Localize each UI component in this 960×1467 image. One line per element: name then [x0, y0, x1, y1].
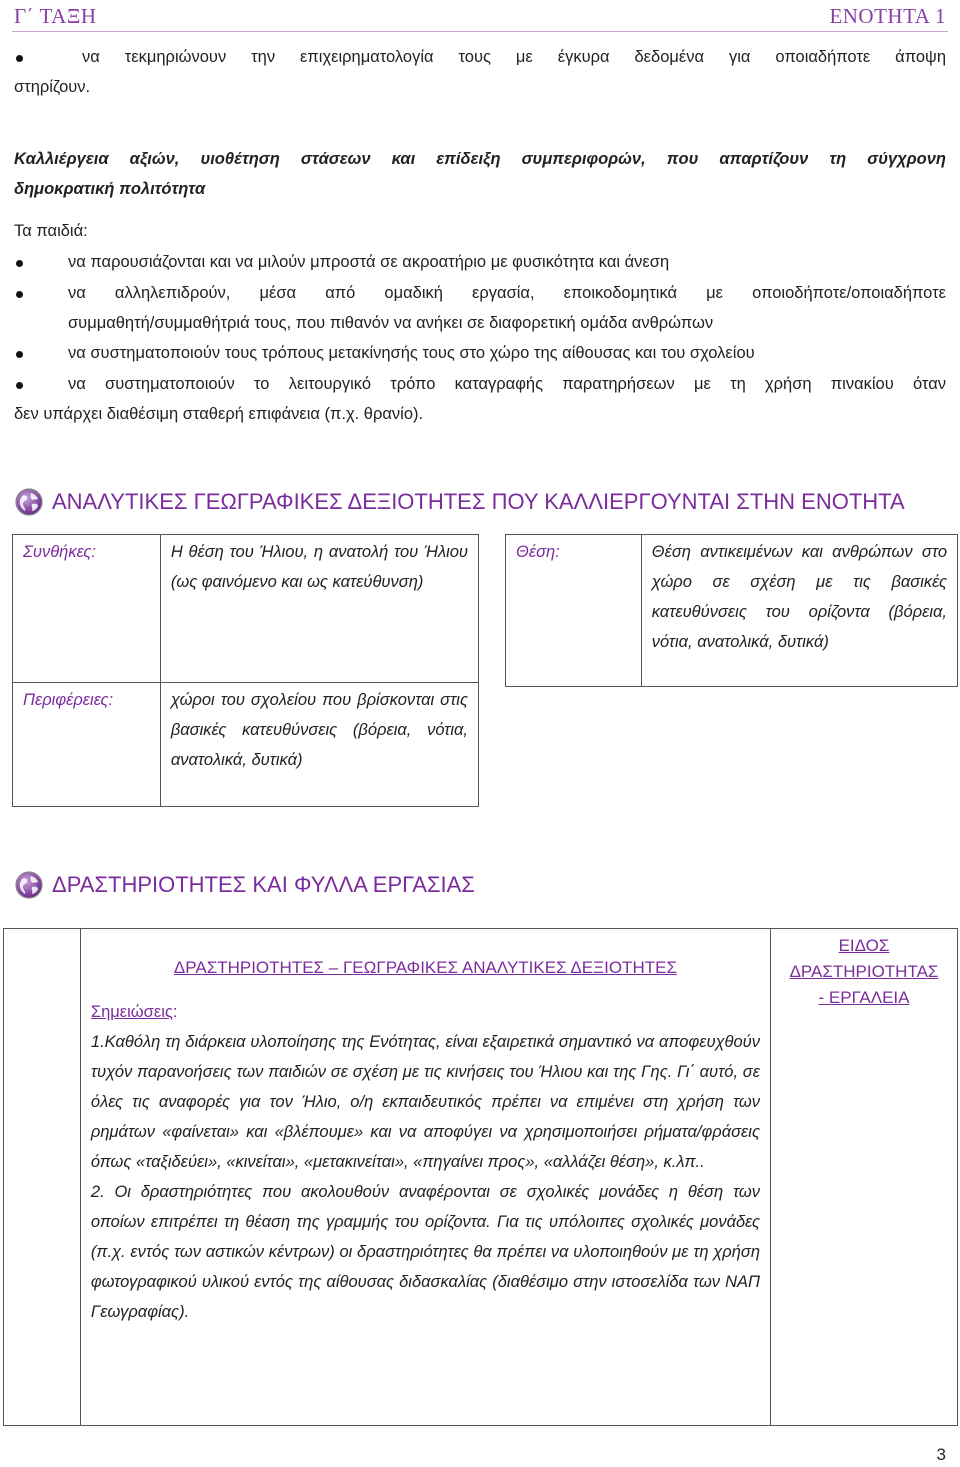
type-header-line1: ΕΙΔΟΣ [838, 936, 890, 955]
intro-bullet-line2: στηρίζουν. [14, 78, 91, 96]
type-header-line3: - ΕΡΓΑΛΕΙΑ [818, 988, 910, 1007]
skills-value-conditions: Η θέση του Ήλιου, η ανατολή του Ήλιου (ως φαινόμενο και ως κατεύθυνση) [160, 535, 478, 683]
civic-bullet-3: να συστηματοποιούν τους τρόπους μετακίνησής τους στο χώρο της αίθουσας και του σχολείου [68, 344, 755, 362]
notes-label: Σημειώσεις [90, 1003, 173, 1021]
civic-lead: Τα παιδιά: [14, 222, 88, 240]
skills-row-regions [13, 683, 479, 807]
type-header-line2: ΔΡΑΣΤΗΡΙΟΤΗΤΑΣ [789, 962, 939, 981]
civic-bullet-4-line2: δεν υπάρχει διαθέσιμη σταθερή επιφάνεια (π.χ. θρανίο). [14, 405, 424, 423]
skills-value-regions: χώροι του σχολείου που βρίσκονται στις βασικές κατευθύνσεις (βόρεια, νότια, ανατολικά, δυτικά) [160, 683, 478, 807]
skills-row-conditions [13, 535, 479, 683]
skills-section-title [14, 487, 905, 517]
header-unit-label: ΕΝΟΤΗΤΑ 1 [829, 4, 946, 28]
civic-bullet-4-line1: να συστηματοποιούν το λειτουργικό τρόπο καταγραφής παρατηρήσεων με τη χρήση πινακίου όταν [68, 375, 946, 393]
notes-label-line [91, 997, 760, 1027]
intro-bullet-line1: να τεκμηριώνουν την επιχειρηματολογία τους με έγκυρα δεδομένα για οποιαδήποτε άποψη [82, 48, 946, 66]
skills-label-conditions: Συνθήκες: [13, 535, 161, 683]
activities-main-cell [80, 929, 770, 1426]
note-2: 2. Οι δραστηριότητες που ακολουθούν αναφέρονται σε σχολικές μονάδες η θέση των οποίων επιτρέπει τη θέαση της γραμμής του ορίζοντα. Για τις υπόλοιπες σχολικές μονάδες (π.χ. εντός των αστικών κέντρων) οι δραστηριότητες θα πρέπει να υλοποιηθούν με τη χρήση φωτογραφικού υλικού εντός της αίθουσας διδασκαλίας (διαθέσιμο στην ιστοσελίδα των ΝΑΠ Γεωγραφίας). [90, 1183, 760, 1321]
activities-column-header: ΔΡΑΣΤΗΡΙΟΤΗΤΕΣ – ΓΕΩΓΡΑΦΙΚΕΣ ΑΝΑΛΥΤΙΚΕΣ ΔΕΞΙΟΤΗΤΕΣ [173, 958, 677, 977]
skills-value-position: Θέση αντικειμένων και ανθρώπων στο χώρο σε σχέση με τις βασικές κατευθύνσεις του ορίζοντα (βόρεια, νότια, ανατολικά, δυτικά) [641, 535, 957, 687]
activities-row [4, 929, 958, 1426]
globe-icon [14, 870, 44, 900]
skills-section-title-text: ΑΝΑΛΥΤΙΚΕΣ ΓΕΩΓΡΑΦΙΚΕΣ ΔΕΞΙΟΤΗΤΕΣ ΠΟΥ ΚΑΛΛΙΕΡΓΟΥΝΤΑΙ ΣΤΗΝ ΕΝΟΤΗΤΑ [52, 489, 905, 514]
skills-right-table [505, 534, 958, 687]
note-1: 1.Καθόλη τη διάρκεια υλοποίησης της Ενότητας, είναι εξαιρετικά σημαντικό να αποφευχθούν τυχόν παρανοήσεις των παιδιών σε σχέση με τις κινήσεις του Ήλιου και της Γης. Γι΄ αυτό, σε όλες τις αναφορές για τον Ήλιο, ο/η εκπαιδευτικός πρέπει να επιμένει στη χρήση των ρημάτων «φαίνεται» και «βλέπουμε» και να αποφύγει να χρησιμοποιήσει ρήματα/φράσεις όπως «ταξιδεύει», «κινείται», «μετακινείται», «πηγαίνει προς», «αλλάζει θέση», κ.λπ.. [90, 1033, 760, 1171]
page-number: 3 [936, 1445, 946, 1464]
bullet-dot [16, 382, 23, 389]
activities-section-title-text: ΔΡΑΣΤΗΡΙΟΤΗΤΕΣ ΚΑΙ ΦΥΛΛΑ ΕΡΓΑΣΙΑΣ [52, 872, 475, 897]
civic-bullet-2-line1: να αλληλεπιδρούν, μέσα από ομαδική εργασία, εποικοδομητικά με οποιοδήποτε/οποιαδήποτε [68, 284, 946, 302]
activities-type-header [771, 929, 958, 1426]
civic-heading-line2: δημοκρατική πολιτότητα [14, 180, 206, 198]
header-divider [12, 31, 948, 32]
activities-index-cell [4, 929, 81, 1426]
notes-label-colon: : [172, 1003, 178, 1021]
bullet-dot [16, 351, 23, 358]
skills-row-position [506, 535, 958, 687]
civic-bullet-2-line2: συμμαθητή/συμμαθήτριά τους, που πιθανόν να ανήκει σε διαφορετική ομάδα ανθρώπων [68, 314, 714, 332]
activities-table [3, 928, 958, 1426]
skills-label-regions: Περιφέρειες: [13, 683, 161, 807]
skills-left-table [12, 534, 479, 807]
activities-section-title [14, 870, 475, 900]
bullet-dot [16, 291, 23, 298]
header-class-label: Γ΄ ΤΑΞΗ [14, 4, 97, 28]
bullet-dot [16, 260, 23, 267]
bullet-dot [16, 55, 23, 62]
civic-bullet-1: να παρουσιάζονται και να μιλούν μπροστά σε ακροατήριο με φυσικότητα και άνεση [68, 253, 670, 271]
globe-icon [14, 487, 44, 517]
skills-label-position: Θέση: [506, 535, 642, 687]
civic-heading-line1: Καλλιέργεια αξιών, υιοθέτηση στάσεων και επίδειξη συμπεριφορών, που απαρτίζουν τη σύγχρονη [14, 150, 946, 168]
